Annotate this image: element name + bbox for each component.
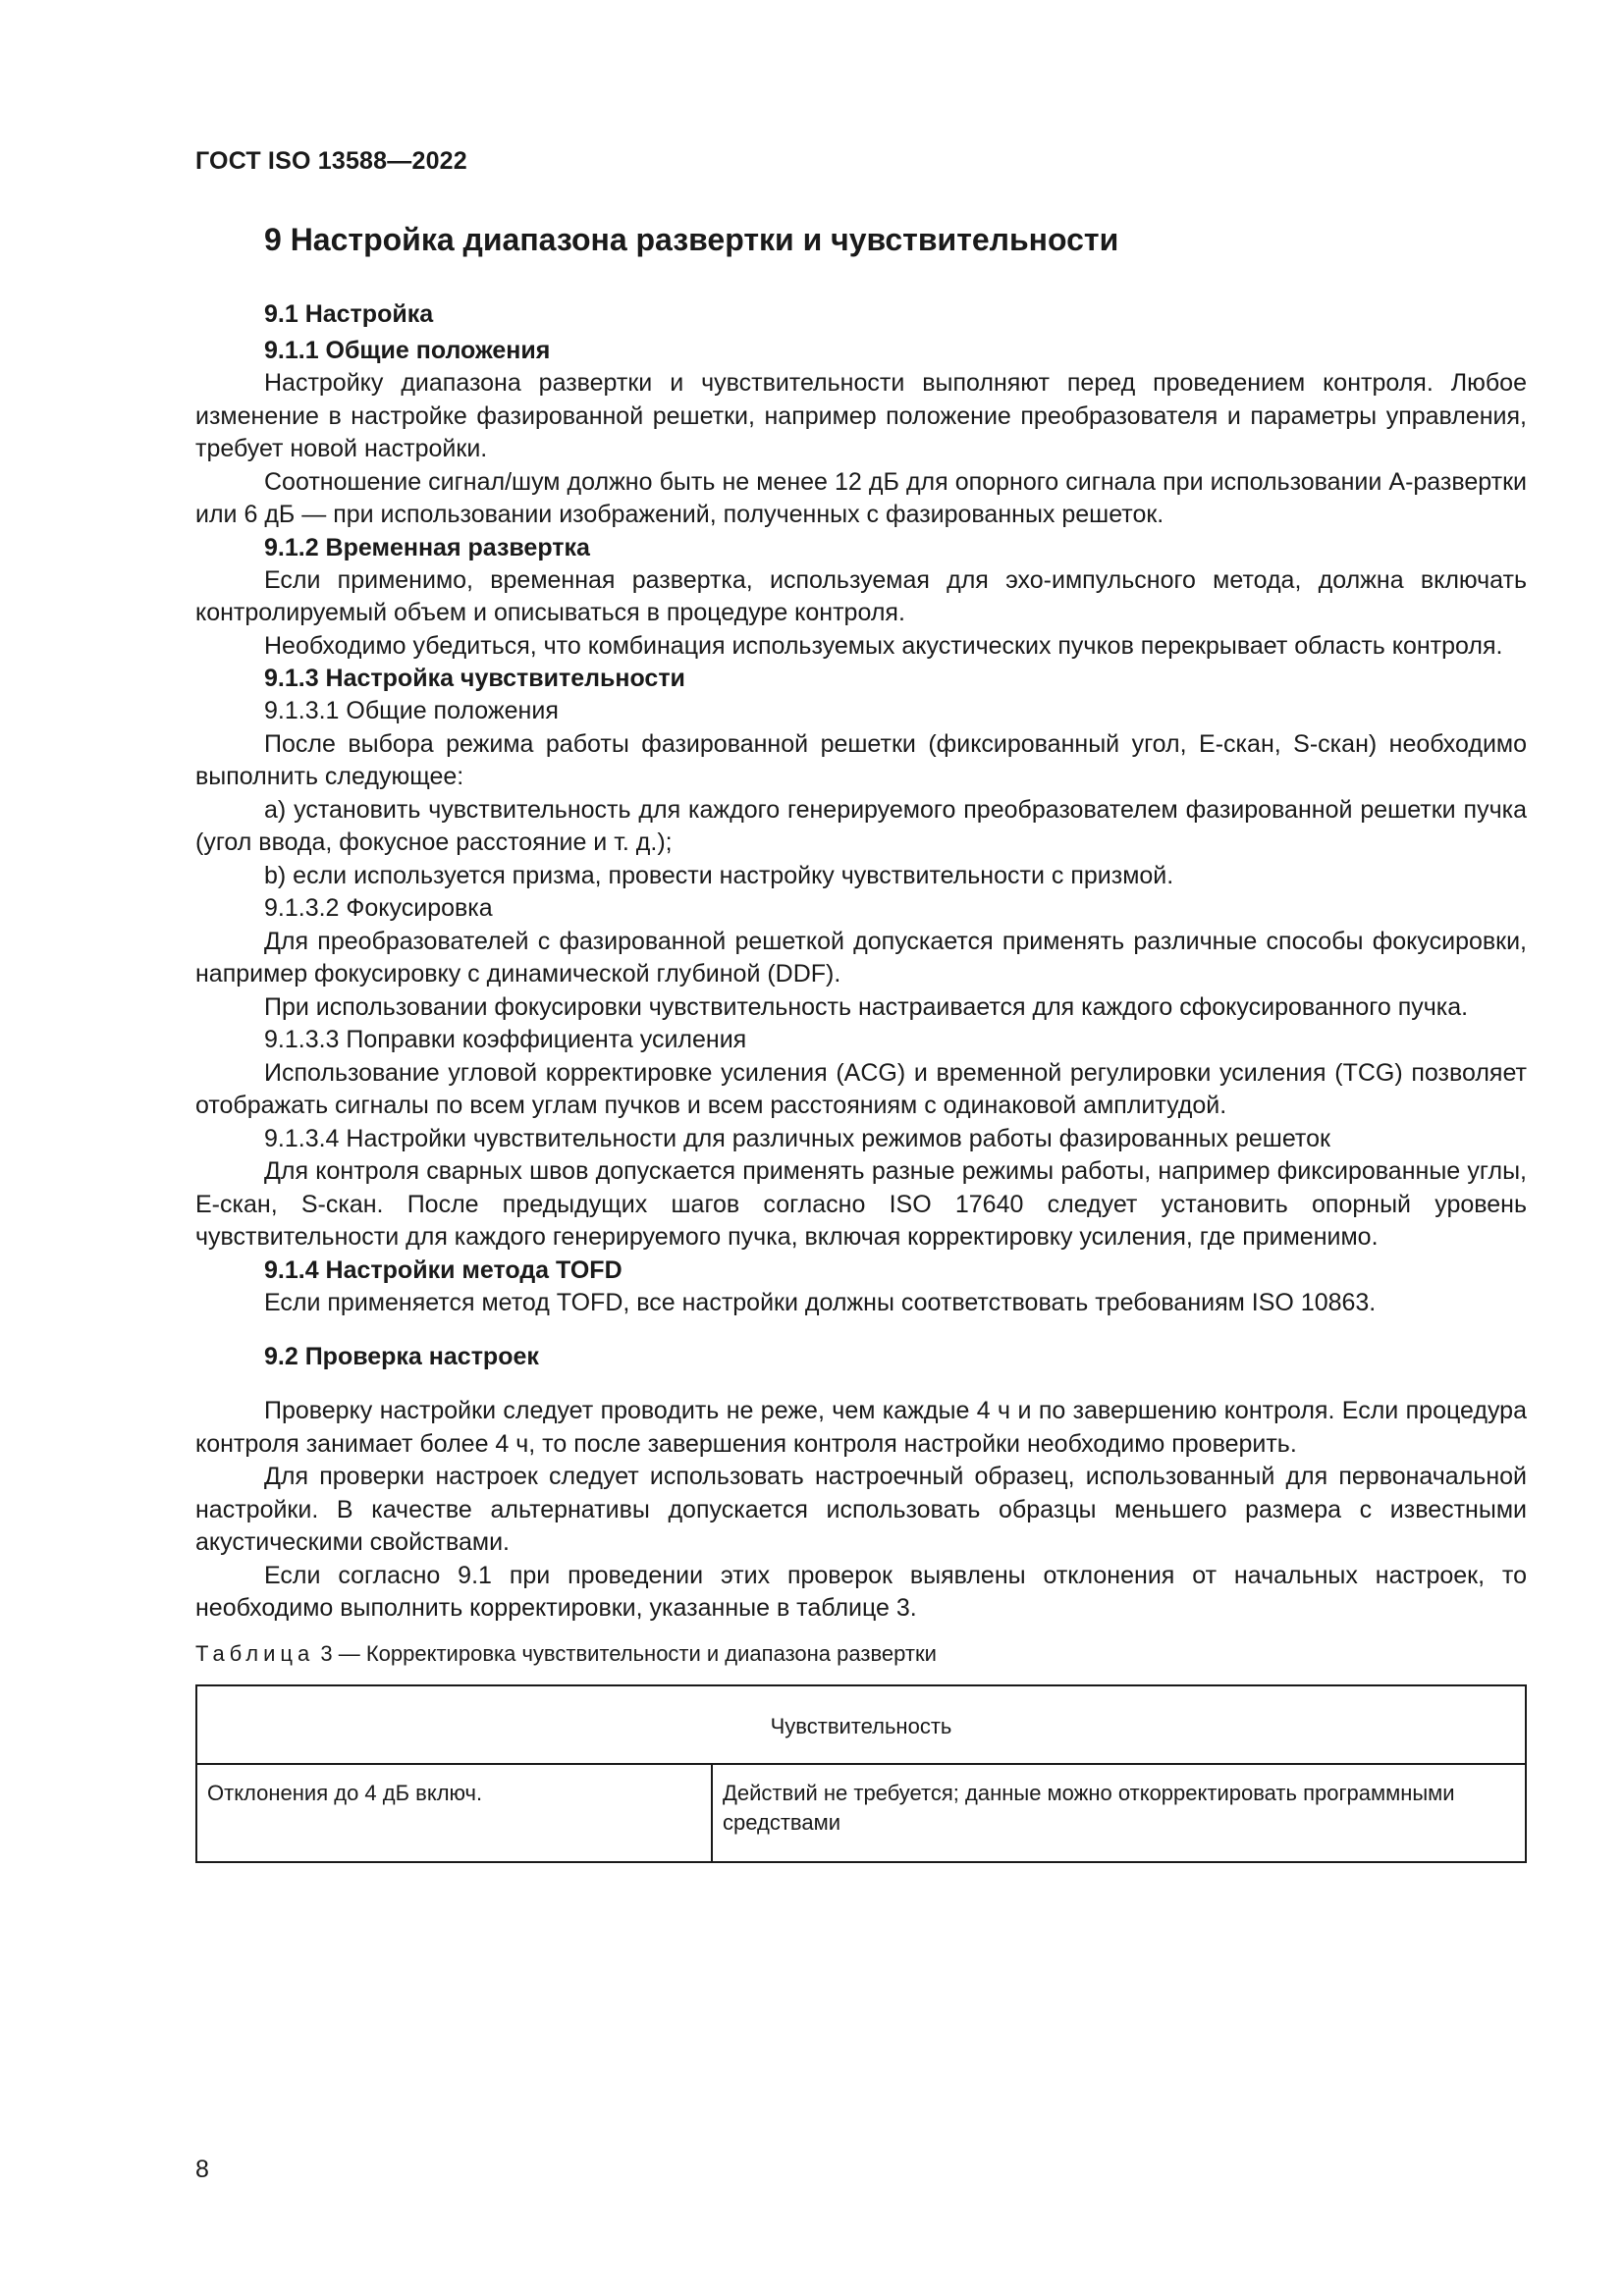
page-number: 8 [195,2156,209,2183]
section-9-1-title: 9.1 Настройка [264,300,434,328]
paragraph: Если применимо, временная развертка, используемая для эхо-импульсного метода, должна включать контролируемый объем и описываться в процедуре контроля. [195,565,1527,626]
paragraph: При использовании фокусировки чувствительность настраивается для каждого сфокусированного пучка. [264,992,1469,1021]
paragraph: Необходимо убедиться, что комбинация используемых акустических пучков перекрывает область контроля. [264,631,1503,660]
paragraph: Проверку настройки следует проводить не реже, чем каждые 4 ч и по завершению контроля. Если процедура контроля занимает более 4 ч, то после завершения контроля настройки необходимо проверить. [195,1397,1527,1458]
table-row [196,1764,1526,1862]
table-caption-label: Таблица [195,1640,315,1666]
paragraph: Для преобразователей с фазированной решеткой допускается применять различные способы фокусировки, например фокусировку с динамической глубиной (DDF). [195,927,1527,988]
table-header-cell: Чувствительность [196,1685,1526,1764]
paragraph: Использование угловой корректировке усиления (ACG) и временной регулировки усиления (TCG) позволяет отображать сигналы по всем углам пучков и всем расстояниям с одинаковой амплитудой. [195,1058,1527,1119]
section-9-title: 9 Настройка диапазона развертки и чувствительности [264,222,1119,257]
section-9-1-3-title: 9.1.3 Настройка чувствительности [264,665,685,692]
paragraph: Соотношение сигнал/шум должно быть не менее 12 дБ для опорного сигнала при использовании A-развертки или 6 дБ — при использовании изображений, полученных с фазированных решеток. [195,467,1527,528]
section-9-1-1-title: 9.1.1 Общие положения [264,337,551,364]
paragraph: Если согласно 9.1 при проведении этих проверок выявлены отклонения от начальных настроек, то необходимо выполнить корректировки, указанные в таблице 3. [195,1561,1527,1622]
subsection-9-1-3-3-title: 9.1.3.3 Поправки коэффициента усиления [264,1026,747,1053]
table-cell: Отклонения до 4 дБ включ. [196,1764,712,1862]
subsection-9-1-3-1-title: 9.1.3.1 Общие положения [264,697,559,724]
list-item-a: a) установить чувствительность для каждого генерируемого преобразователем фазированной решетки пучка (угол ввода, фокусное расстояние и т. д.); [195,795,1527,856]
page-content [195,216,1527,1863]
section-9-1-4-title: 9.1.4 Настройки метода TOFD [264,1255,623,1284]
paragraph: Если применяется метод TOFD, все настройки должны соответствовать требованиям ISO 10863. [264,1288,1377,1316]
table-header-row [196,1685,1526,1764]
section-9-2-title: 9.2 Проверка настроек [264,1343,539,1370]
section-9-1-2-title: 9.1.2 Временная развертка [264,533,590,561]
subsection-9-1-3-2-title: 9.1.3.2 Фокусировка [264,894,493,922]
document-header: ГОСТ ISO 13588—2022 [195,147,467,175]
list-item-b: b) если используется призма, провести настройку чувствительности с призмой. [264,861,1174,889]
table-caption [195,1639,1527,1669]
subsection-9-1-3-4-title: 9.1.3.4 Настройки чувствительности для различных режимов работы фазированных решеток [264,1124,1330,1152]
table-caption-text: 3 — Корректировка чувствительности и диапазона развертки [320,1640,937,1666]
table-cell: Действий не требуется; данные можно откорректировать программными средствами [712,1764,1526,1862]
table-3 [195,1684,1527,1863]
paragraph: Для контроля сварных швов допускается применять разные режимы работы, например фиксированные углы, E-скан, S-скан. После предыдущих шагов согласно ISO 17640 следует установить опорный уровень чувствительности для каждого генерируемого пучка, включая корректировку усиления, где применимо. [195,1157,1527,1251]
paragraph: Настройку диапазона развертки и чувствительности выполняют перед проведением контроля. Любое изменение в настройке фазированной решетки, например положение преобразователя и параметры управления, требует новой настройки. [195,369,1527,462]
paragraph: Для проверки настроек следует использовать настроечный образец, использованный для первоначальной настройки. В качестве альтернативы допускается использовать образцы меньшего размера с известными акустическими свойствами. [195,1463,1527,1556]
paragraph: После выбора режима работы фазированной решетки (фиксированный угол, E-скан, S-скан) необходимо выполнить следующее: [195,729,1527,790]
